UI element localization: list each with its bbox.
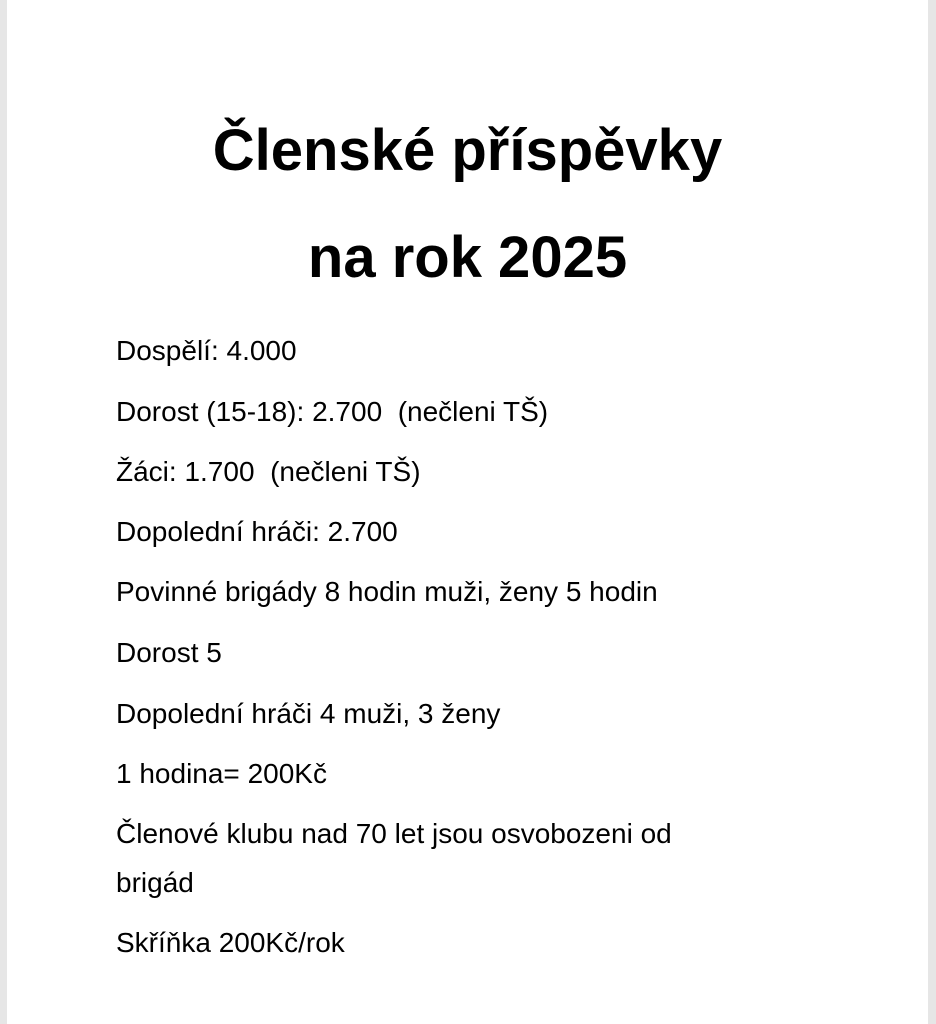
page-title-line-1: Členské příspěvky [212, 118, 723, 183]
fee-pupils: Žáci: 1.700 (nečleni TŠ) [116, 456, 421, 487]
exemption-note-line-2: brigád [116, 867, 194, 898]
locker-fee: Skříňka 200Kč/rok [116, 927, 345, 958]
fee-morning-players: Dopolední hráči: 2.700 [116, 516, 398, 547]
fee-juniors: Dorost (15-18): 2.700 (nečleni TŠ) [116, 396, 549, 427]
page-title-line-2: na rok 2025 [307, 225, 628, 290]
hour-rate: 1 hodina= 200Kč [116, 758, 327, 789]
work-hours-morning-players: Dopolední hráči 4 muži, 3 ženy [116, 698, 501, 729]
fee-adults: Dospělí: 4.000 [116, 335, 297, 366]
exemption-note-line-1: Členové klubu nad 70 let jsou osvobozeni od [116, 818, 672, 849]
work-hours-juniors: Dorost 5 [116, 637, 222, 668]
work-hours-rule: Povinné brigády 8 hodin muži, ženy 5 hodin [116, 576, 658, 607]
document-page [7, 0, 928, 1024]
